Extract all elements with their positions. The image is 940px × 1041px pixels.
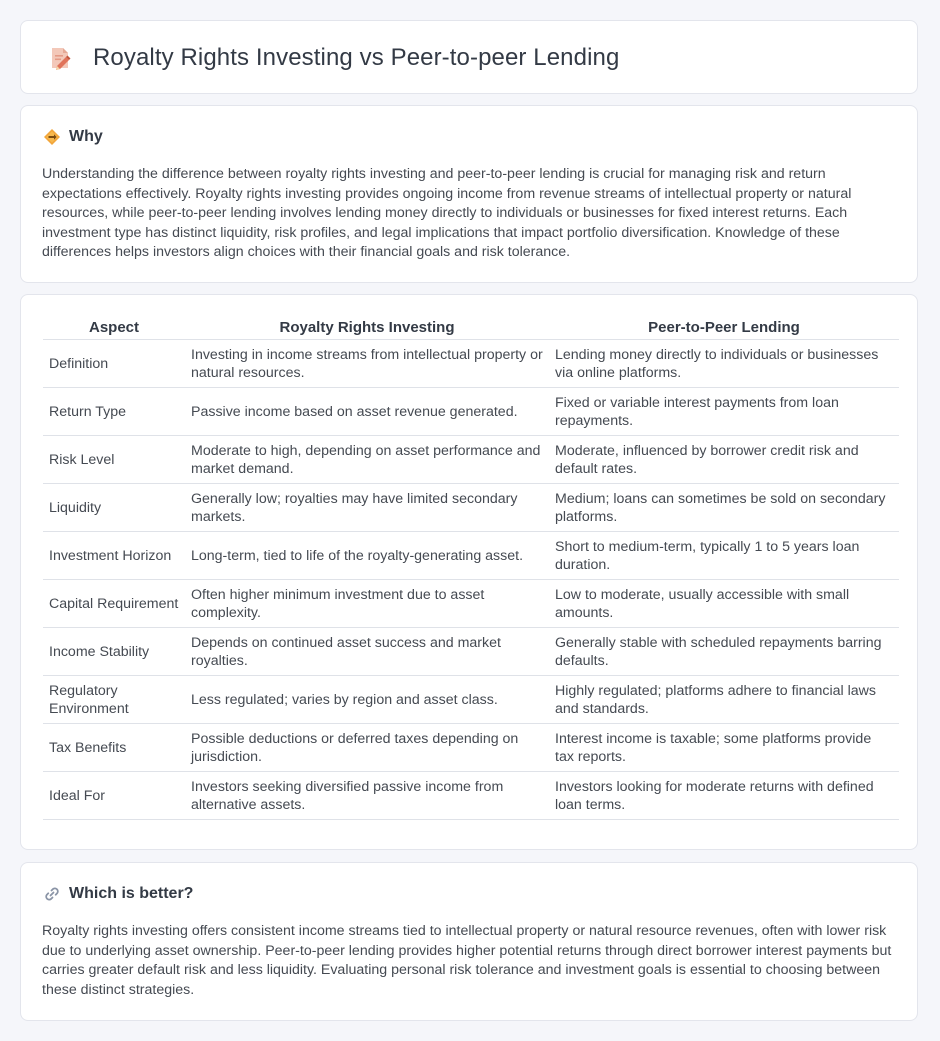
p2p-cell: Low to moderate, usually accessible with small amounts. <box>549 580 899 628</box>
aspect-cell: Risk Level <box>43 436 185 484</box>
aspect-cell: Investment Horizon <box>43 532 185 580</box>
table-row <box>43 628 899 676</box>
title-row <box>47 21 619 95</box>
table-row <box>43 676 899 724</box>
table-row <box>43 724 899 772</box>
why-section <box>20 105 918 283</box>
table-row <box>43 340 899 388</box>
link-icon <box>43 885 61 903</box>
aspect-cell: Ideal For <box>43 772 185 820</box>
comparison-section <box>20 294 918 850</box>
royalty-cell: Depends on continued asset success and market royalties. <box>185 628 549 676</box>
royalty-cell: Possible deductions or deferred taxes depending on jurisdiction. <box>185 724 549 772</box>
p2p-cell: Medium; loans can sometimes be sold on secondary platforms. <box>549 484 899 532</box>
p2p-cell: Generally stable with scheduled repayments barring defaults. <box>549 628 899 676</box>
p2p-cell: Investors looking for moderate returns with defined loan terms. <box>549 772 899 820</box>
table-row <box>43 436 899 484</box>
royalty-cell: Long-term, tied to life of the royalty-generating asset. <box>185 532 549 580</box>
aspect-cell: Tax Benefits <box>43 724 185 772</box>
p2p-cell: Fixed or variable interest payments from loan repayments. <box>549 388 899 436</box>
comparison-table <box>43 315 899 820</box>
table-header-row <box>43 315 899 340</box>
aspect-cell: Liquidity <box>43 484 185 532</box>
aspect-cell: Definition <box>43 340 185 388</box>
royalty-cell: Passive income based on asset revenue generated. <box>185 388 549 436</box>
why-heading: Why <box>69 128 103 145</box>
table-row <box>43 484 899 532</box>
royalty-cell: Generally low; royalties may have limited secondary markets. <box>185 484 549 532</box>
column-header: Peer-to-Peer Lending <box>549 315 899 340</box>
diamond-sign-icon <box>43 128 61 146</box>
aspect-cell: Income Stability <box>43 628 185 676</box>
which-is-better-section <box>20 862 918 1021</box>
document-pencil-icon <box>47 45 73 71</box>
royalty-cell: Investors seeking diversified passive income from alternative assets. <box>185 772 549 820</box>
royalty-cell: Investing in income streams from intellectual property or natural resources. <box>185 340 549 388</box>
table-row <box>43 772 899 820</box>
p2p-cell: Lending money directly to individuals or businesses via online platforms. <box>549 340 899 388</box>
why-heading-row <box>43 128 103 146</box>
p2p-cell: Highly regulated; platforms adhere to financial laws and standards. <box>549 676 899 724</box>
p2p-cell: Short to medium-term, typically 1 to 5 years loan duration. <box>549 532 899 580</box>
better-text: Royalty rights investing offers consistent income streams tied to intellectual property or natural resource revenues, often with lower risk due to underlying asset ownership. Peer-to-peer lending provides higher potential returns through direct borrower interest payments but carries greater default risk and less liquidity. Evaluating personal risk tolerance and investment goals is essential to choosing between these distinct strategies. <box>42 923 892 998</box>
p2p-cell: Moderate, influenced by borrower credit risk and default rates. <box>549 436 899 484</box>
table-row <box>43 388 899 436</box>
royalty-cell: Moderate to high, depending on asset performance and market demand. <box>185 436 549 484</box>
page-title: Royalty Rights Investing vs Peer-to-peer Lending <box>93 44 620 71</box>
p2p-cell: Interest income is taxable; some platforms provide tax reports. <box>549 724 899 772</box>
table-row <box>43 532 899 580</box>
header-card <box>20 20 918 94</box>
aspect-cell: Regulatory Environment <box>43 676 185 724</box>
column-header: Aspect <box>43 315 185 340</box>
table-row <box>43 580 899 628</box>
aspect-cell: Return Type <box>43 388 185 436</box>
aspect-cell: Capital Requirement <box>43 580 185 628</box>
why-text: Understanding the difference between royalty rights investing and peer-to-peer lending is crucial for managing risk and return expectations effectively. Royalty rights investing provides ongoing income from revenue streams of intellectual property or natural resources, while peer-to-peer lending involves lending money directly to individuals or businesses for fixed interest returns. Each investment type has distinct liquidity, risk profiles, and legal implications that impact portfolio diversification. Knowledge of these differences helps investors align choices with their financial goals and risk tolerance. <box>42 166 852 260</box>
column-header: Royalty Rights Investing <box>185 315 549 340</box>
better-heading: Which is better? <box>69 885 194 902</box>
better-heading-row <box>43 885 193 903</box>
royalty-cell: Less regulated; varies by region and asset class. <box>185 676 549 724</box>
royalty-cell: Often higher minimum investment due to asset complexity. <box>185 580 549 628</box>
